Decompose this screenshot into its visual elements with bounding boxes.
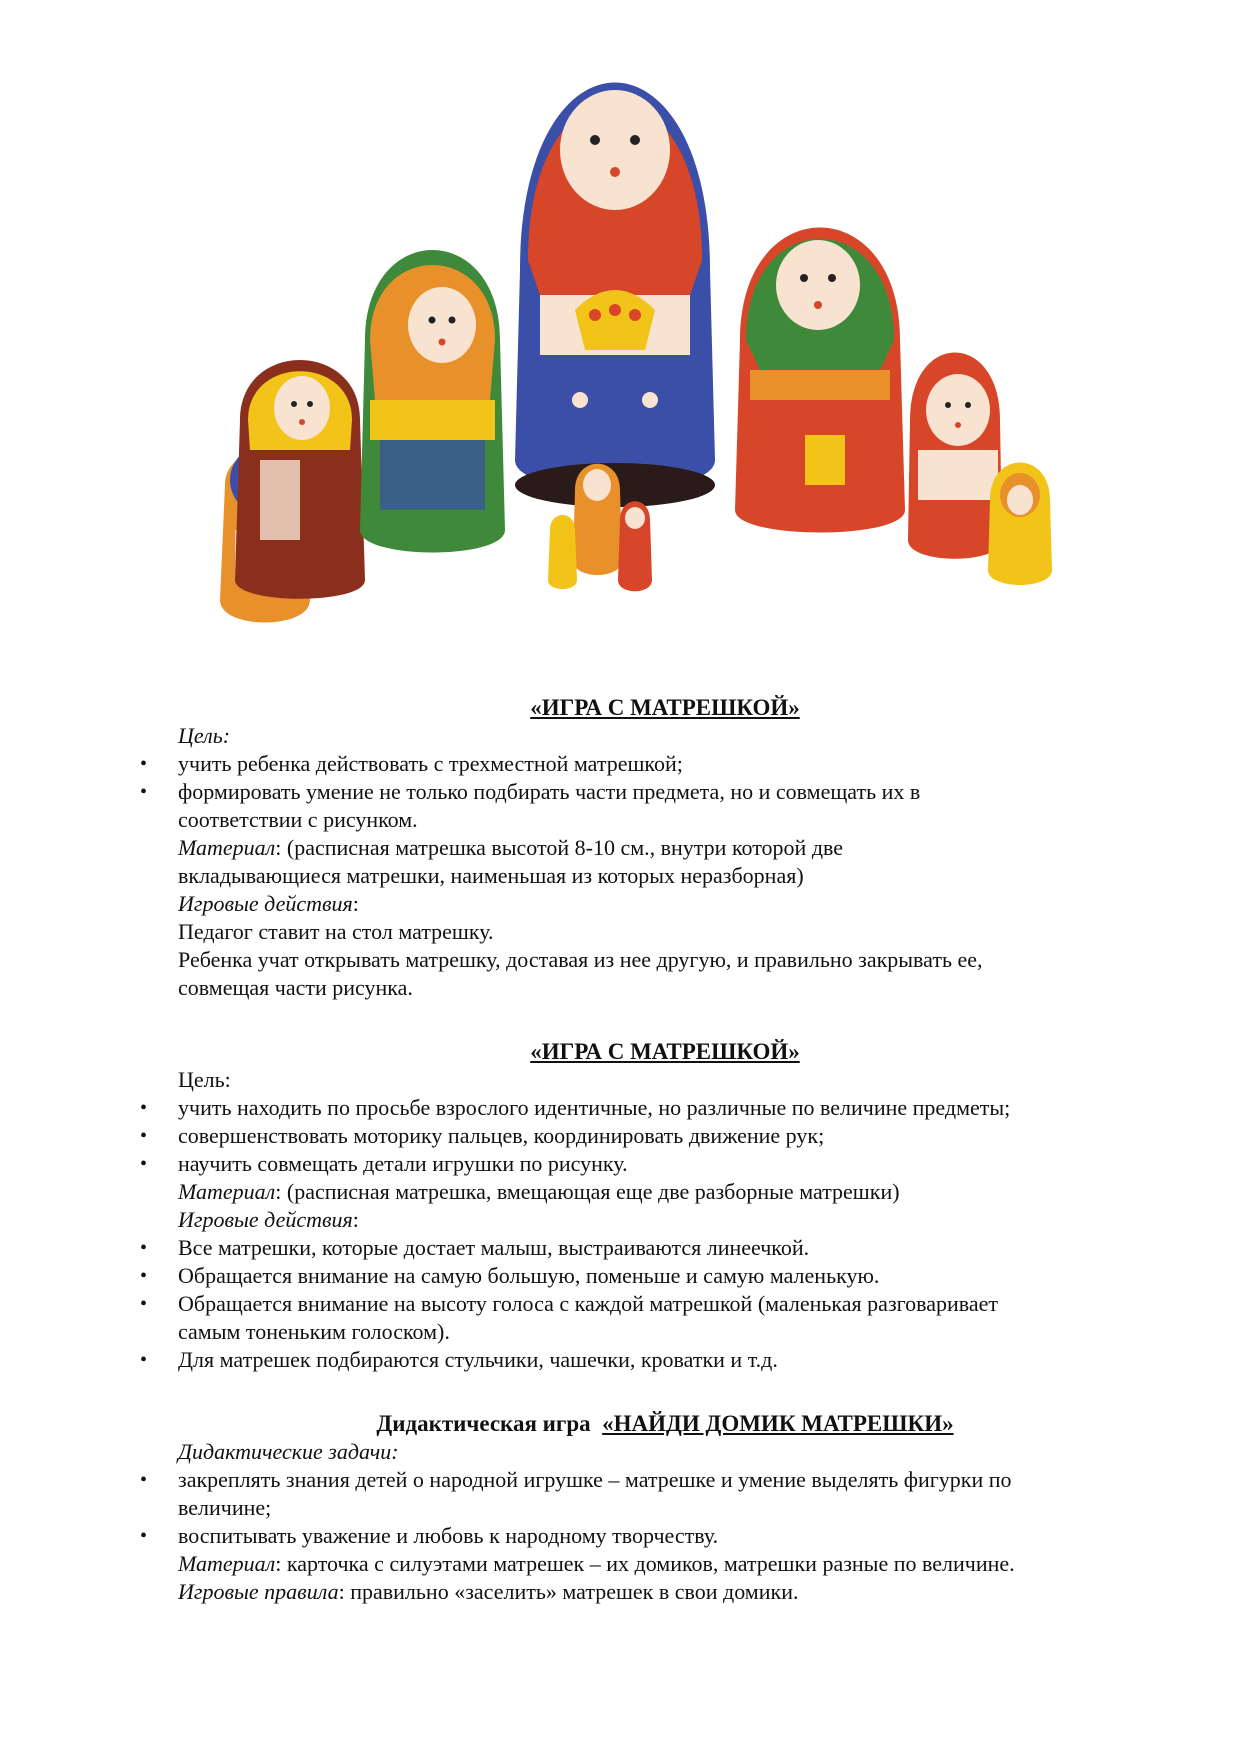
section3-tasks-label: Дидактические задачи:: [178, 1439, 399, 1464]
section2-goal-2: совершенствовать моторику пальцев, координировать движение рук;: [178, 1123, 825, 1148]
section3-title-prefix: Дидактическая игра: [376, 1411, 591, 1436]
bullet-icon: •: [140, 1125, 148, 1147]
bullet-icon: •: [140, 1237, 148, 1259]
section1-goal-2-cont: соответствии с рисунком.: [178, 807, 418, 832]
bullet-icon: •: [140, 1265, 148, 1287]
bullet-icon: •: [140, 781, 148, 803]
section1-action-2: Ребенка учат открывать матрешку, доставая из нее другую, и правильно закрывать ее,: [178, 947, 983, 972]
section1-material: [178, 834, 843, 862]
bullet-icon: •: [140, 753, 148, 775]
section3-title-text: «НАЙДИ ДОМИК МАТРЕШКИ»: [602, 1411, 954, 1436]
doll-pink: [908, 353, 1002, 559]
section2-goal-label: Цель:: [178, 1067, 231, 1092]
material-label: Материал: [178, 835, 276, 860]
section1-goal-2: формировать умение не только подбирать части предмета, но и совмещать их в: [178, 779, 921, 804]
bullet-icon: •: [140, 1153, 148, 1175]
section2-action-3-cont: самым тоненьким голоском).: [178, 1319, 450, 1344]
material-text: : (расписная матрешка высотой 8-10 см., внутри которой две: [275, 835, 844, 860]
rules-label: Игровые правила: [178, 1579, 339, 1604]
doll-tiny-yellow: [988, 463, 1052, 586]
section1-material-cont: вкладывающиеся матрешки, наименьшая из которых неразборная): [178, 863, 804, 888]
section1-action-1: Педагог ставит на стол матрешку.: [178, 919, 494, 944]
bullet-icon: •: [140, 1097, 148, 1119]
actions-colon: :: [352, 891, 359, 916]
material-text: : (расписная матрешка, вмещающая еще две разборные матрешки): [275, 1179, 900, 1204]
section1-title: «ИГРА С МАТРЕШКОЙ»: [530, 695, 800, 720]
bullet-icon: •: [140, 1349, 148, 1371]
section2-material: [178, 1178, 900, 1206]
material-label: Материал: [178, 1179, 276, 1204]
section1-goal-1: учить ребенка действовать с трехместной матрешкой;: [178, 751, 683, 776]
doll-yellow-red: [235, 360, 365, 599]
section2-goal-1: учить находить по просьбе взрослого идентичные, но различные по величине предметы;: [178, 1095, 1011, 1120]
section2-action-2: Обращается внимание на самую большую, поменьше и самую маленькую.: [178, 1263, 880, 1288]
bullet-icon: •: [140, 1469, 148, 1491]
bullet-icon: •: [140, 1293, 148, 1315]
section1-action-2-cont: совмещая части рисунка.: [178, 975, 413, 1000]
matryoshka-dolls-illustration: [190, 40, 1180, 680]
rules-text: : правильно «заселить» матрешек в свои домики.: [338, 1579, 799, 1604]
bullet-icon: •: [140, 1525, 148, 1547]
section2-title: «ИГРА С МАТРЕШКОЙ»: [530, 1039, 800, 1064]
section3-material: [178, 1550, 1015, 1578]
doll-orange-green: [360, 250, 505, 553]
actions-colon: :: [352, 1207, 359, 1232]
section3-task-1-cont: величине;: [178, 1495, 272, 1520]
doll-green-scarf: [735, 228, 905, 533]
material-label: Материал: [178, 1551, 276, 1576]
section2-action-3: Обращается внимание на высоту голоса с каждой матрешкой (маленькая разговаривает: [178, 1291, 998, 1316]
section3-title: [0, 1410, 1240, 1438]
section3-rules: [178, 1578, 798, 1606]
section1-goal-label: Цель:: [178, 723, 231, 748]
section3-task-1: закреплять знания детей о народной игрушке – матрешке и умение выделять фигурки по: [178, 1467, 1012, 1492]
section3-task-2: воспитывать уважение и любовь к народному творчеству.: [178, 1523, 719, 1548]
doll-large-center: [515, 83, 715, 508]
actions-label: Игровые действия: [178, 1207, 353, 1232]
section2-actions-label: [178, 1206, 359, 1234]
material-text: : карточка с силуэтами матрешек – их домиков, матрешки разные по величине.: [275, 1551, 1015, 1576]
section1-actions-label: [178, 890, 359, 918]
section2-action-1: Все матрешки, которые достает малыш, выстраиваются линеечкой.: [178, 1235, 810, 1260]
section2-action-4: Для матрешек подбираются стульчики, чашечки, кроватки и т.д.: [178, 1347, 778, 1372]
section2-goal-3: научить совмещать детали игрушки по рисунку.: [178, 1151, 628, 1176]
actions-label: Игровые действия: [178, 891, 353, 916]
